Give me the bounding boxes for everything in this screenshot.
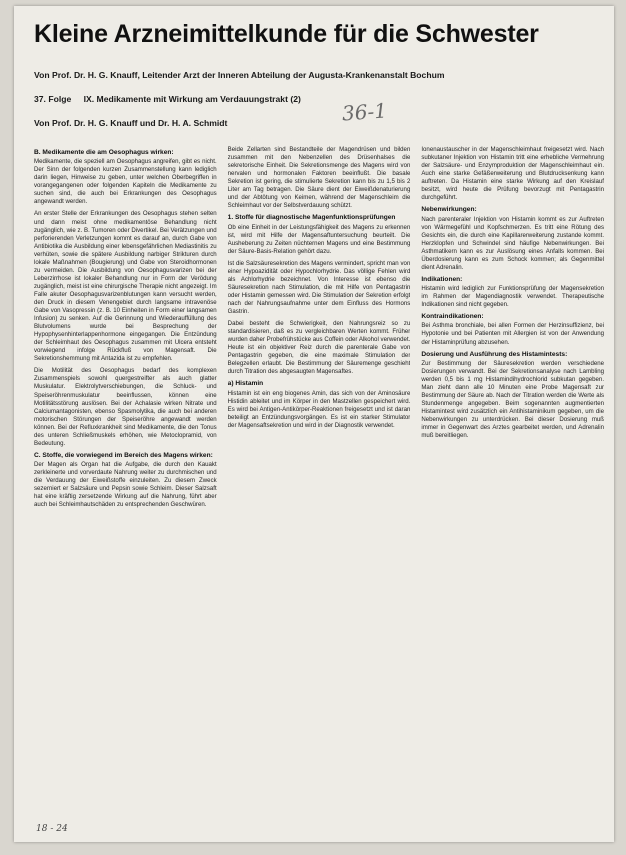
page-mark: 18 - 24 [36, 824, 68, 834]
section-heading: 1. Stoffe für diagnostische Magenfunktionsprüfungen [227, 214, 396, 222]
series-title: IX. Medikamente mit Wirkung am Verdauungstrakt (2) [83, 94, 301, 104]
paragraph: Die Motilität des Oesophagus bedarf des komplexen Zusammenspiels sowohl quergestreifter als auch glatter Muskulatur. Elektrolytverschiebungen, die Schluck- und Speiseröhrenmuskulatur beeinflussen, können eine Motilitätsstörung auslösen. Bei der Achalasie wirken Nitrate und Calciumantagonisten, ebenso Spasmolytika, die auch bei anderen motorischen Störungen der Speiseröhre angewandt werden können. Bei der Refluxkrankheit sind Medikamente, die den Tonus des unteren Schließmuskels erhöhen, wie Metoclopramid, von Bedeutung. [34, 367, 217, 447]
paragraph: Histamin wird lediglich zur Funktionsprüfung der Magensekretion im Rahmen der Magendiagnostik verwendet. Therapeutische Indikationen sind nicht gegeben. [421, 285, 605, 309]
paragraph: Dabei besteht die Schwierigkeit, den Nahrungsreiz so zu standardisieren, daß es zu vergleichbaren Werten kommt. Früher wurden daher Probefrühstücke aus Coffein oder Alkohol verwendet. Heute ist ein objektiver Reiz durch die parenterale Gabe von Pentagastrin gegeben, die eine maximale Stimulation der Belegzellen erlaubt. Die Bestimmung der Säuremenge geschieht durch Titration des abgesaugten Magensaftes. [227, 320, 411, 376]
authors-line: Von Prof. Dr. H. G. Knauff und Dr. H. A. Schmidt [34, 118, 228, 128]
section-heading: Kontraindikationen: [421, 313, 484, 321]
series-line [34, 94, 604, 104]
paragraph: Der Magen als Organ hat die Aufgabe, die durch den Kauakt zerkleinerte und vorverdaute Nahrung weiter zu durchmischen und die Verdauung der Eiweißstoffe einzuleiten. Zu diesem Zweck sezerniert er Salzsäure und Pepsin sowie Schleim. Dieser Salzsaft hat eine kräftig zersetzende Wirkung auf die Nahrung, führt aber auch bei Schleimhautschäden zu entsprechenden Geschwüren. [34, 461, 217, 509]
paragraph: An erster Stelle der Erkrankungen des Oesophagus stehen selten und dann meist ohne medikamentöse Behandlung nicht zugänglich, wie z. B. Tumoren oder Divertikel. Bei Verätzungen und perforierenden Verletzungen kommt es darauf an, durch Gabe von Antibiotika die Ausbildung einer lebensgefährlichen Mediastinitis zu verhüten, sowie die spätere Ausbildung narbiger Strikturen durch lokale Maßnahmen (Bougierung) und Gabe von Steroidhormonen zu vermeiden. Die Ausbildung von Oesophagusvarizen bei der Leberzirrhose ist lokaler Behandlung nur in Form der Verödung zugänglich, meist ist eine chirurgische Therapie nicht angezeigt. Im Falle akuter Oesophagusvarizenblutungen kann versucht werden, den Druck in diesem Venengebiet durch langsame intravenöse Gabe von Vasopressin (z. B. 10 Einheiten in Form einer langsamen Infusion) zu senken. Auf die Gerinnung und Wiederauffüllung des Blutvolumens wurde bei Besprechung der Hypophysenhinterlappenhormone eingegangen. Die Entzündung der Schleimhaut des Oesophagus zusammen mit Ulcera entsteht vorwiegend infolge Rückfluß von Magensaft. Die Sekretionshemmung mit Antazida ist zu empfehlen. [34, 210, 217, 363]
paragraph: Ist die Salzsäuresekretion des Magens vermindert, spricht man von einer Hypoazidität oder Hypochlorhydrie. Das völlige Fehlen wird als Achlorhydrie bezeichnet. Von Interesse ist ebenso die Säuresekretion nach Stimulation, die mit Hilfe von Pentagastrin oder Histamin gemessen wird. Die Stimulation der Sekretion erfolgt nach der Nahrungsaufnahme unter dem Einfluss des Hormons Gastrin. [227, 259, 411, 316]
document-page [14, 6, 614, 842]
article-body [34, 146, 604, 826]
series-number: 37. Folge [34, 94, 72, 104]
section-heading: a) Histamin [227, 380, 264, 388]
column-left [34, 146, 217, 826]
paragraph: Ionenaustauscher in der Magenschleimhaut freigesetzt wird. Nach subkutaner Injektion von Histamin tritt eine erhebliche Vermehrung der Salzsäure- und Enzymproduktion der Magenschleimhaut ein. Auch eine starke Gefäßerweiterung und Blutdrucksenkung kann auftreten. Da Histamin eine starke Wirkung auf den Kreislauf besitzt, wird heute die Prüfung bevorzugt mit Pentagastrin durchgeführt. [421, 146, 605, 202]
paragraph: Histamin ist ein eng biogenes Amin, das sich von der Aminosäure Histidin ableitet und im Körper in den Mastzellen gespeichert wird. Es wird bei Antigen-Antikörper-Reaktionen freigesetzt und ist daran beteiligt an Entzündungsvorgängen. Es ist ein starker Stimulator der Magensaftsekretion und wird in der Diagnostik verwendet. [227, 389, 411, 429]
author-byline: Von Prof. Dr. H. G. Knauff, Leitender Arzt der Inneren Abteilung der Augusta-Krankenanstalt Bochum [34, 70, 445, 80]
paragraph: Medikamente, die speziell am Oesophagus angreifen, gibt es nicht. Der Sinn der folgenden kurzen Zusammenstellung kann lediglich darin liegen, Hinweise zu geben, unter welchen Oberbegriffen in vorangegangenen oder folgenden Kapiteln die Medikamente zu suchen sind, die auch bei Erkrankungen des Oesophagus angewandt werden. [34, 158, 217, 206]
paragraph: Zur Bestimmung der Säuresekretion werden verschiedene Dosierungen verwandt. Bei der Sekretionsanalyse nach Lambling werden 0,5 bis 1 mg Histamindihydrochlorid subkutan gegeben. Man zieht dann alle 10 Minuten eine Probe Magensaft zur Bestimmung der Säure ab. Nach der Titration werden die Werte als Stundenmenge angegeben. Beim sogenannten augmentierten Histamintest wird zusätzlich ein Antihistaminikum gegeben, um die Nebenwirkungen zu unterdrücken. Bei dieser Dosierung muß immer in Gegenwart des Arztes gearbeitet werden, und Adrenalin muß bereitliegen. [421, 359, 605, 440]
paragraph: Nach parenteraler Injektion von Histamin kommt es zur Auftreten von Wärmegefühl und Kopfschmerzen. Es tritt eine Rötung des Gesichts ein, die durch eine Kapillarerweiterung zustande kommt. Herzklopfen und Schwindel sind häufige Nebenwirkungen. Bei Asthmatikern kann es zur Auslösung eines Anfalls kommen. Bei Überdosierung kann es zum Schock kommen; als Gegenmittel dient Adrenalin. [421, 215, 605, 271]
section-heading: Nebenwirkungen: [421, 206, 477, 214]
paragraph: Bei Asthma bronchiale, bei allen Formen der Herzinsuffizienz, bei Hypotonie und bei Patienten mit Allergien ist von der Anwendung der Histaminprüfung abzusehen. [421, 322, 605, 346]
section-heading: B. Medikamente die am Oesophagus wirken: [34, 149, 174, 156]
paragraph: Ob eine Einheit in der Leistungsfähigkeit des Magens zu erkennen ist, wird mit Hilfe der Magensaftuntersuchung beurteilt. Die Ausheberung zu Zeiten nüchternen Magens und eine Bestimmung der Säure-Basis-Relation gehört dazu. [227, 223, 411, 255]
article-title: Kleine Arzneimittelkunde für die Schwester [34, 20, 539, 48]
paragraph: Beide Zellarten sind Bestandteile der Magendrüsen und bilden zusammen mit den Nebenzellen des Drüsenhalses die sekretorische Einheit. Die Sekretionsmenge des Magens wird von nervalen und hormonalen Faktoren beeinflußt. Die basale Sekretion ist gering, die stimulierte Sekretion kann bis zu 1,5 bis 2 Liter am Tag betragen. Die Säure dient der Eiweißdenaturierung und der Abtötung von Keimen, während der Magenschleim die Schleimhaut vor der Selbstverdauung schützt. [227, 146, 411, 210]
section-heading: Dosierung und Ausführung des Histamintests: [421, 350, 568, 358]
section-heading: Indikationen: [421, 275, 463, 283]
handwritten-note: 36-1 [341, 98, 388, 126]
column-right [421, 146, 604, 826]
column-middle [228, 146, 411, 826]
section-heading: C. Stoffe, die vorwiegend im Bereich des Magens wirken: [34, 451, 213, 459]
